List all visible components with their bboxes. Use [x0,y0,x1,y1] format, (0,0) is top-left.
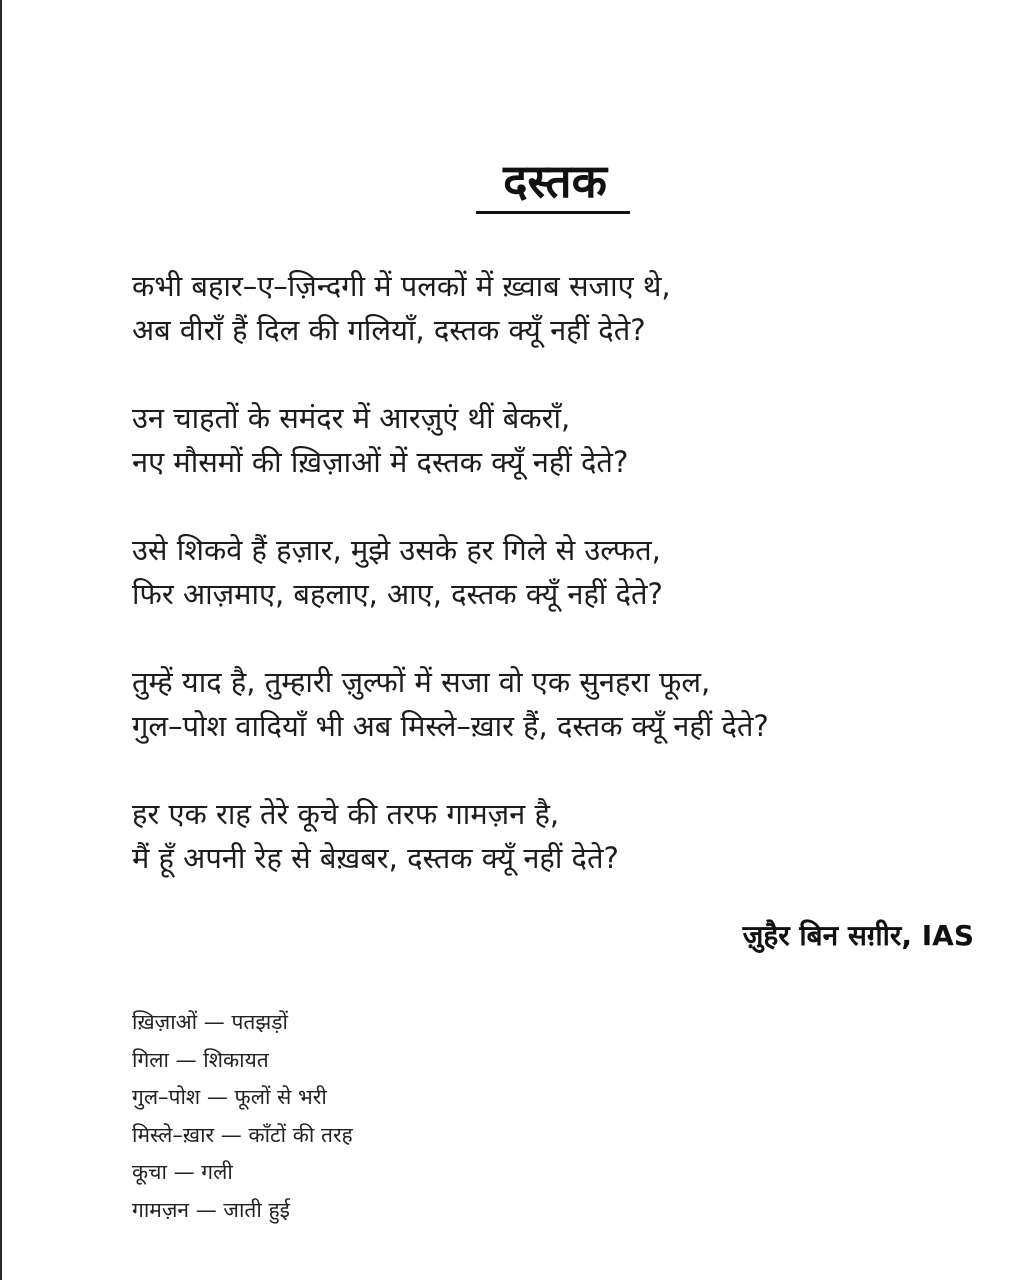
glossary-item: मिस्ले–ख़ार — काँटों की तरह [132,1122,353,1147]
glossary-item: गुल–पोश — फूलों से भरी [132,1085,327,1109]
stanza-5 [132,792,992,880]
stanza-4 [132,660,992,748]
poem-line: नए मौसमों की ख़िज़ाओं में दस्तक क्यूँ नहीं देते? [132,445,629,479]
glossary-item: गिला — शिकायत [132,1047,269,1072]
glossary-item: ख़िज़ाओं — पतझड़ों [132,1010,288,1034]
stanza-3 [132,528,992,616]
poem-body [132,264,992,924]
poem-line: फिर आज़माए, बहलाए, आए, दस्तक क्यूँ नहीं देते? [132,577,663,611]
poem-line: उसे शिकवे हैं हज़ार, मुझे उसके हर गिले से उल्फत, [132,533,661,567]
poem-line: मैं हूँ अपनी रेह से बेख़बर, दस्तक क्यूँ नहीं देते? [132,841,619,875]
poem-line: गुल–पोश वादियाँ भी अब मिस्ले–ख़ार हैं, दस्तक क्यूँ नहीं देते? [132,709,769,743]
glossary [132,1004,632,1229]
poem-line: कभी बहार–ए–ज़िन्दगी में पलकों में ख़्वाब सजाए थे, [132,269,671,303]
stanza-2 [132,396,992,484]
author-signature: ज़ुहैर बिन सग़ीर, IAS [742,919,974,952]
poem-line: हर एक राह तेरे कूचे की तरफ गामज़न है, [132,797,560,831]
title-underline [476,211,630,214]
poem-line: अब वीराँ हैं दिल की गलियाँ, दस्तक क्यूँ नहीं देते? [132,313,646,347]
poem-title: दस्तक [503,154,607,208]
stanza-1 [132,264,992,352]
poem-line: तुम्हें याद है, तुम्हारी ज़ुल्फों में सजा वो एक सुनहरा फूल, [132,665,711,699]
glossary-item: कूचा — गली [132,1160,233,1184]
poem-line: उन चाहतों के समंदर में आरज़ुएं थीं बेकराँ, [132,401,571,435]
glossary-item: गामज़न — जाती हुई [132,1197,290,1222]
